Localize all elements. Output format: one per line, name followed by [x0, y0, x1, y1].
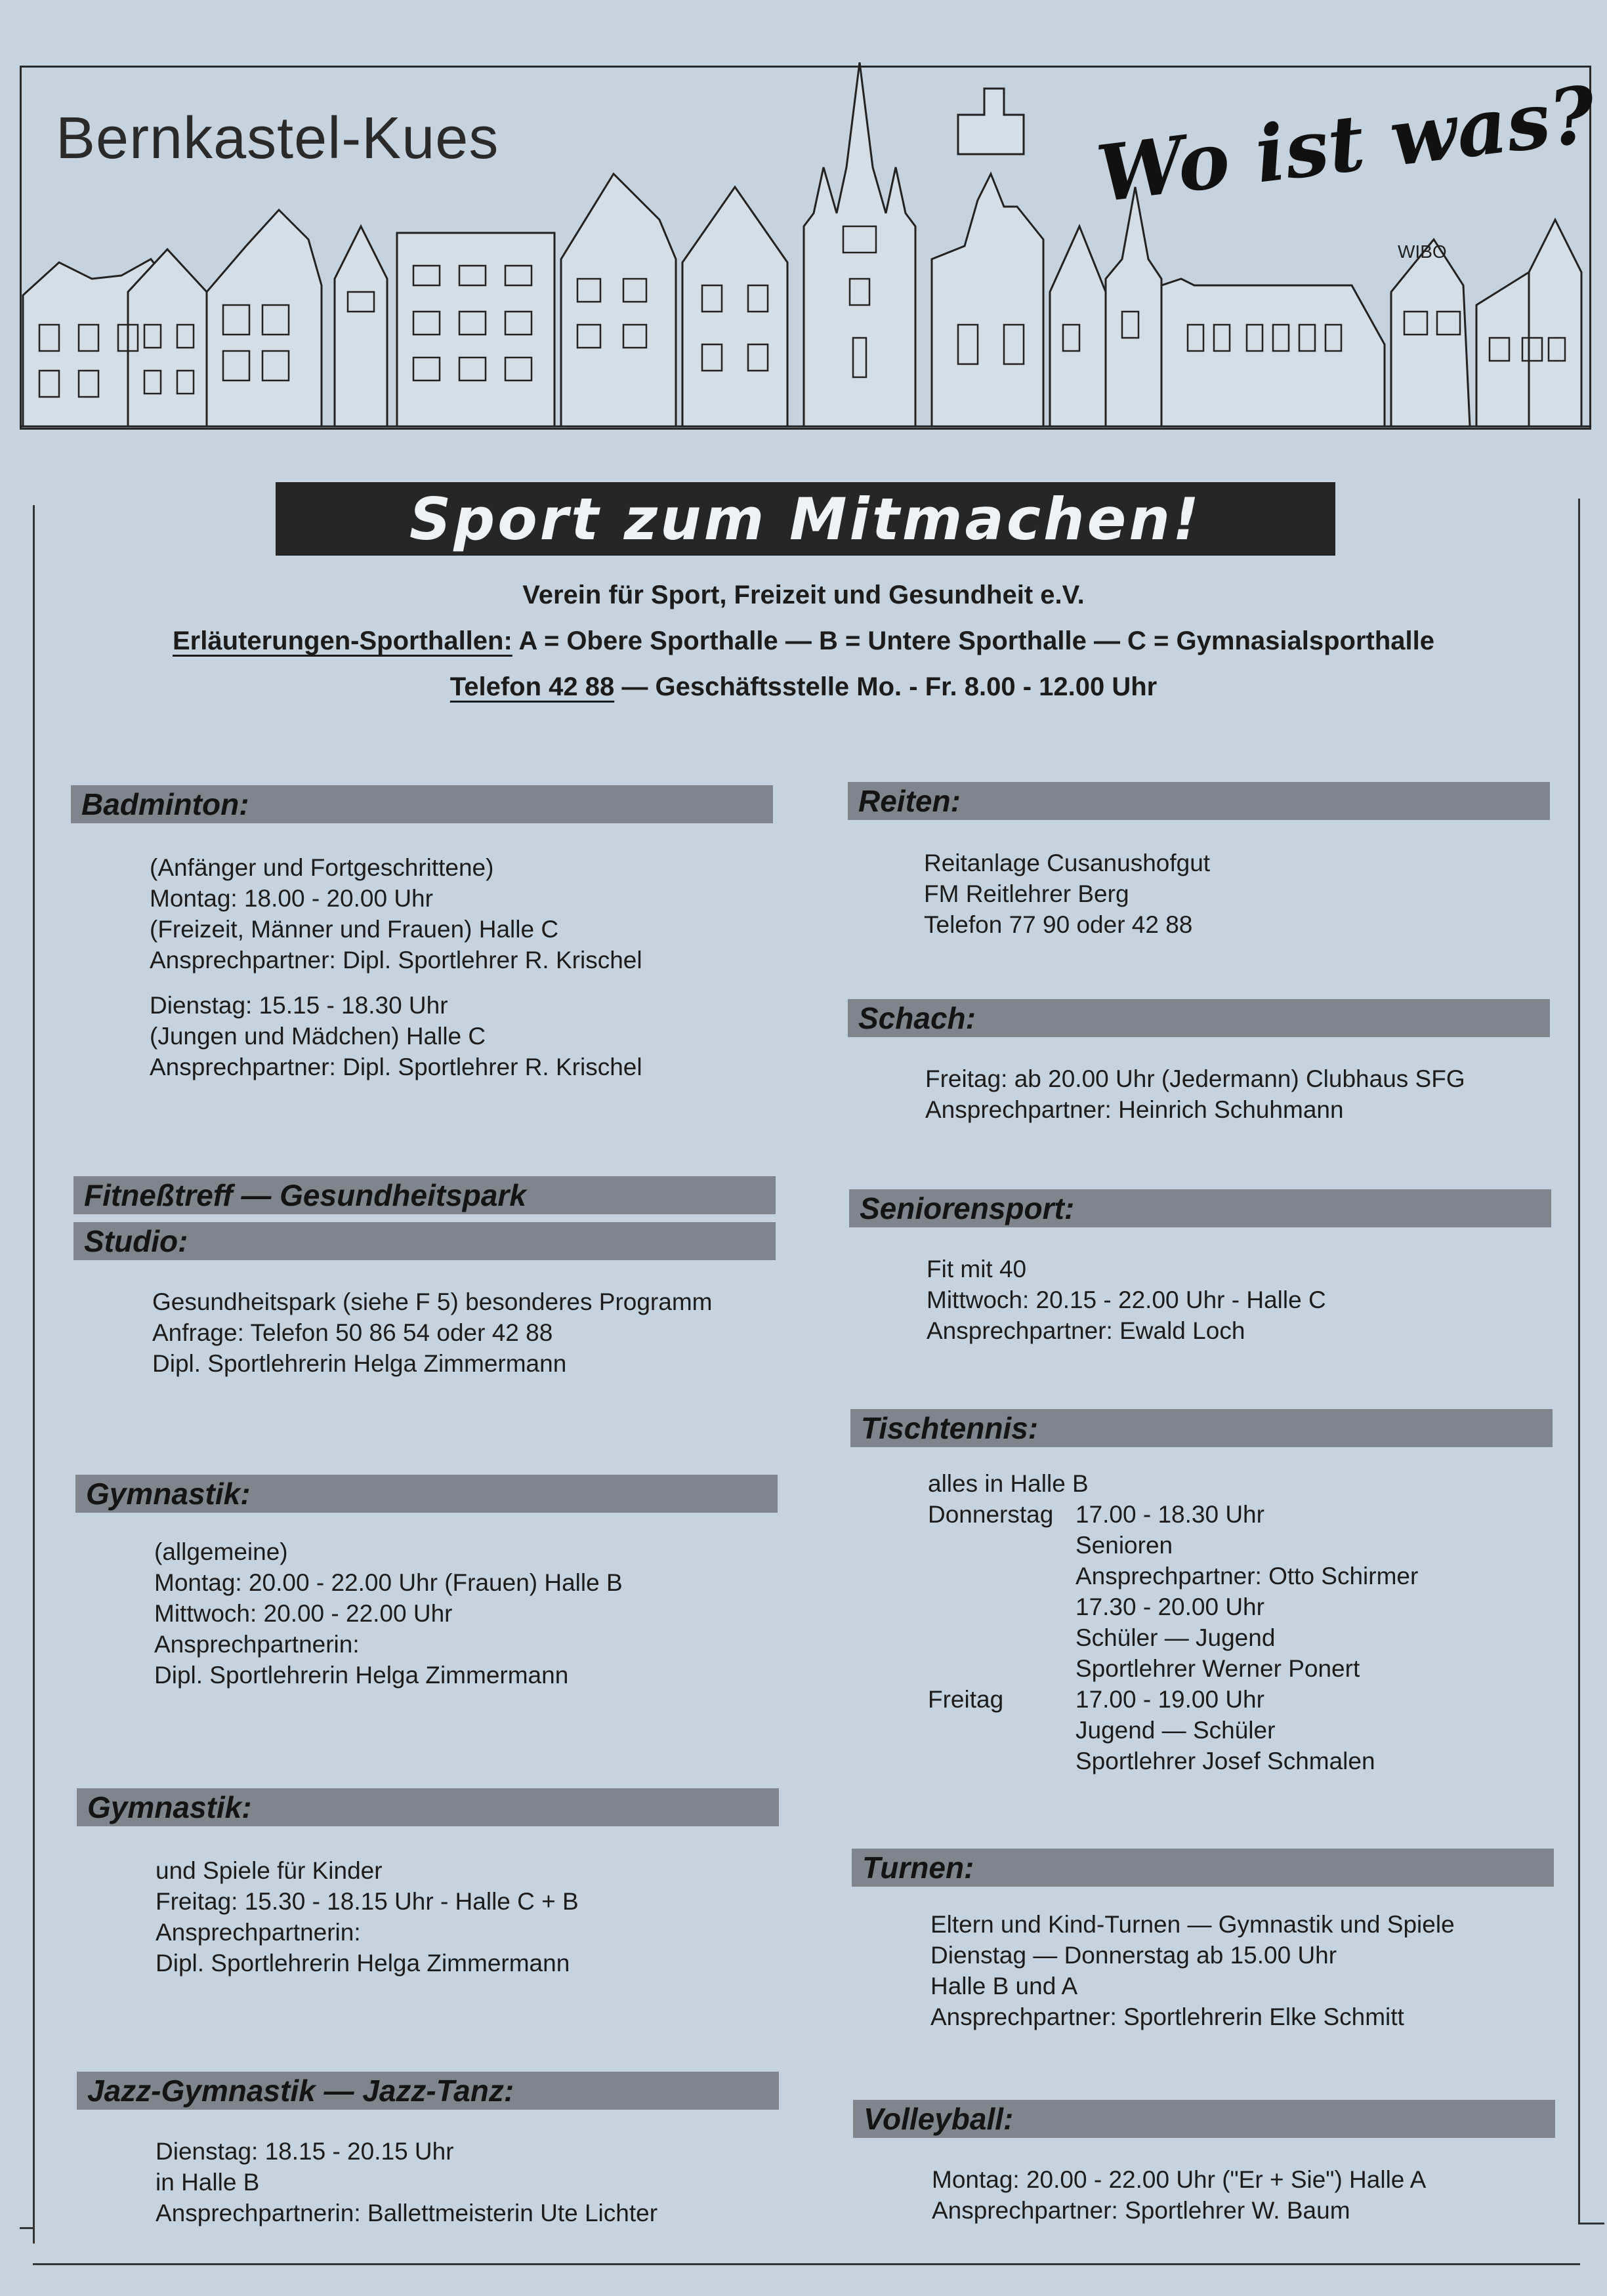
section-title: Gymnastik: — [77, 1788, 779, 1826]
section-title: Reiten: — [848, 782, 1550, 820]
list-item: Ansprechpartner: Sportlehrer W. Baum — [932, 2197, 1350, 2224]
list-item: Schüler — Jugend — [1075, 1624, 1276, 1651]
section-title: Badminton: — [71, 785, 773, 823]
section-reiten — [848, 782, 1550, 940]
list-item: (Anfänger und Fortgeschrittene) — [150, 854, 494, 881]
section-title: Tischtennis: — [850, 1409, 1553, 1447]
section-title: Turnen: — [852, 1849, 1554, 1887]
slogan-handwriting: Wo ist was? — [1092, 68, 1600, 220]
day-label: Donnerstag — [928, 1501, 1054, 1528]
list-item: Anfrage: Telefon 50 86 54 oder 42 88 — [152, 1319, 553, 1346]
section-badminton — [71, 785, 773, 1082]
title-banner — [276, 482, 1335, 556]
list-item: (allgemeine) — [154, 1538, 288, 1565]
list-item: Jugend — Schüler — [1075, 1717, 1276, 1744]
list-item: in Halle B — [156, 2169, 260, 2196]
list-item: Ansprechpartner: Heinrich Schuhmann — [925, 1096, 1344, 1123]
time-range: 17.00 - 18.30 Uhr — [1075, 1501, 1264, 1528]
list-item: Montag: 20.00 - 22.00 Uhr (Frauen) Halle B — [154, 1569, 623, 1596]
town-name: Bernkastel-Kues — [56, 106, 499, 171]
list-item: Dienstag — Donnerstag ab 15.00 Uhr — [930, 1942, 1337, 1969]
list-item: Mittwoch: 20.15 - 22.00 Uhr - Halle C — [927, 1286, 1326, 1313]
day-label: Freitag — [928, 1686, 1004, 1713]
list-item: Senioren — [1075, 1532, 1173, 1559]
list-item: Ansprechpartner: Sportlehrerin Elke Schmitt — [930, 2003, 1404, 2030]
frame-line-left — [33, 505, 35, 2244]
frame-corner-right — [1578, 2223, 1604, 2224]
list-item: Dienstag: 18.15 - 20.15 Uhr — [156, 2138, 454, 2165]
office-hours: — Geschäftsstelle Mo. - Fr. 8.00 - 12.00 Uhr — [621, 672, 1158, 701]
list-item — [928, 1684, 1553, 1715]
list-item: FM Reitlehrer Berg — [924, 880, 1129, 907]
list-item: Sportlehrer Werner Ponert — [1075, 1655, 1360, 1682]
list-item: Ansprechpartnerin: — [154, 1631, 360, 1658]
club-name: Verein für Sport, Freizeit und Gesundheit e.V. — [522, 581, 1085, 609]
list-item: und Spiele für Kinder — [156, 1857, 383, 1884]
list-item: Montag: 20.00 - 22.00 Uhr ("Er + Sie") Halle A — [932, 2166, 1427, 2193]
section-turnen — [852, 1849, 1554, 2032]
list-item: 17.30 - 20.00 Uhr — [1075, 1593, 1264, 1620]
list-item: Ansprechpartnerin: Ballettmeisterin Ute Lichter — [156, 2200, 658, 2226]
phone-label: Telefon 42 88 — [449, 672, 615, 701]
frame-line-bottom — [33, 2263, 1580, 2265]
section-seniorensport — [849, 1189, 1551, 1346]
section-jazz — [77, 2072, 779, 2228]
halls-legend — [0, 626, 1607, 656]
section-fitness — [73, 1176, 776, 1379]
section-gymnastik-kids — [77, 1788, 779, 1978]
section-tischtennis — [850, 1409, 1553, 1776]
list-item: Fit mit 40 — [927, 1256, 1027, 1282]
list-item: Mittwoch: 20.00 - 22.00 Uhr — [154, 1600, 453, 1627]
list-item: Ansprechpartner: Dipl. Sportlehrer R. Krischel — [150, 947, 642, 974]
list-item — [928, 1499, 1553, 1530]
time-range: 17.00 - 19.00 Uhr — [1075, 1686, 1264, 1713]
section-title: Schach: — [848, 999, 1550, 1037]
list-item: Ansprechpartner: Ewald Loch — [927, 1317, 1245, 1344]
list-item: Dipl. Sportlehrerin Helga Zimmermann — [152, 1350, 567, 1377]
list-item: alles in Halle B — [928, 1470, 1089, 1497]
list-item: Sportlehrer Josef Schmalen — [1075, 1748, 1375, 1774]
list-item: Halle B und A — [930, 1973, 1078, 1999]
phone-info — [0, 672, 1607, 702]
list-item: Telefon 77 90 oder 42 88 — [924, 911, 1193, 938]
halls-label: Erläuterungen-Sporthallen: — [172, 626, 512, 655]
section-schach — [848, 999, 1550, 1125]
list-item: Montag: 18.00 - 20.00 Uhr — [150, 885, 433, 912]
list-item: Dienstag: 15.15 - 18.30 Uhr — [150, 992, 448, 1019]
list-item: Eltern und Kind-Turnen — Gymnastik und Spiele — [930, 1911, 1455, 1938]
frame-corner-left — [20, 2227, 35, 2229]
section-title: Seniorensport: — [849, 1189, 1551, 1227]
list-item: Reitanlage Cusanushofgut — [924, 850, 1211, 876]
list-item: Dipl. Sportlehrerin Helga Zimmermann — [154, 1662, 569, 1689]
halls-text: A = Obere Sporthalle — B = Untere Sporthalle — C = Gymnasialsporthalle — [518, 626, 1435, 655]
section-subtitle: Studio: — [73, 1222, 776, 1260]
frame-line-right — [1578, 499, 1580, 2224]
list-item: Ansprechpartner: Otto Schirmer — [1075, 1563, 1419, 1589]
section-title: Fitneßtreff — Gesundheitspark — [73, 1176, 776, 1214]
list-item: Ansprechpartner: Dipl. Sportlehrer R. Krischel — [150, 1054, 642, 1080]
list-item: Gesundheitspark (siehe F 5) besonderes Programm — [152, 1288, 713, 1315]
list-item: Freitag: 15.30 - 18.15 Uhr - Halle C + B — [156, 1888, 579, 1915]
section-volleyball — [853, 2100, 1555, 2226]
list-item: (Freizeit, Männer und Frauen) Halle C — [150, 916, 559, 943]
page-title: Sport zum Mitmachen! — [409, 485, 1202, 553]
section-title: Jazz-Gymnastik — Jazz-Tanz: — [77, 2072, 779, 2110]
section-title: Gymnastik: — [75, 1475, 778, 1513]
list-item: Freitag: ab 20.00 Uhr (Jedermann) Clubhaus SFG — [925, 1065, 1465, 1092]
list-item: Dipl. Sportlehrerin Helga Zimmermann — [156, 1950, 570, 1977]
artist-mark: WIBO — [1398, 241, 1447, 262]
list-item: (Jungen und Mädchen) Halle C — [150, 1023, 486, 1050]
list-item: Ansprechpartnerin: — [156, 1919, 361, 1946]
section-title: Volleyball: — [853, 2100, 1555, 2138]
section-gymnastik-general — [75, 1475, 778, 1691]
